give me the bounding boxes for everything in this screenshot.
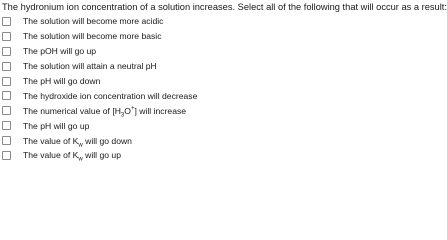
option-label: The solution will become more acidic	[23, 16, 164, 27]
question-text: The hydronium ion concentration of a solution increases. Select all of the following that will occur as a result:	[2, 2, 447, 12]
subscript: w	[78, 157, 83, 164]
label-text-start: The numerical value of [H	[23, 105, 121, 116]
label-text-start: The value of K	[23, 150, 79, 161]
option-label: The pH will go down	[23, 76, 101, 86]
option-kw-down[interactable]	[2, 133, 348, 148]
option-kw-up[interactable]	[2, 148, 348, 163]
option-h3o-increase[interactable]	[2, 103, 348, 118]
answer-options-list	[2, 14, 348, 163]
label-text-mid: O	[124, 105, 131, 116]
option-ph-up[interactable]	[2, 118, 348, 133]
option-label	[23, 105, 186, 117]
label-text-end: ] will increase	[134, 105, 187, 116]
option-more-basic[interactable]	[2, 29, 348, 44]
checkbox[interactable]	[2, 106, 11, 115]
option-label	[23, 135, 132, 147]
option-neutral-ph[interactable]	[2, 59, 348, 74]
superscript: +	[130, 105, 135, 112]
checkbox[interactable]	[2, 121, 11, 130]
checkbox[interactable]	[2, 62, 11, 71]
checkbox[interactable]	[2, 136, 11, 145]
option-label: The solution will become more basic	[23, 31, 162, 42]
option-poh-up[interactable]	[2, 44, 348, 59]
checkbox[interactable]	[2, 47, 11, 56]
option-label: The pH will go up	[23, 120, 90, 131]
option-label: The solution will attain a neutral pH	[23, 61, 157, 72]
checkbox[interactable]	[2, 32, 11, 41]
checkbox[interactable]	[2, 17, 11, 26]
option-ph-down[interactable]	[2, 74, 348, 89]
option-label: The pOH will go up	[23, 46, 97, 57]
subscript: 3	[120, 112, 125, 119]
option-label	[23, 149, 121, 164]
label-text-end: will go down	[82, 135, 132, 146]
checkbox[interactable]	[2, 77, 11, 86]
option-label: The hydroxide ion concentration will decrease	[23, 90, 198, 101]
label-text-end: will go up	[82, 150, 121, 161]
option-hydroxide-decrease[interactable]	[2, 88, 348, 103]
checkbox[interactable]	[2, 91, 11, 100]
checkbox[interactable]	[2, 151, 11, 160]
label-text-start: The value of K	[23, 135, 79, 146]
option-more-acidic[interactable]	[2, 14, 348, 29]
subscript: w	[78, 142, 83, 149]
